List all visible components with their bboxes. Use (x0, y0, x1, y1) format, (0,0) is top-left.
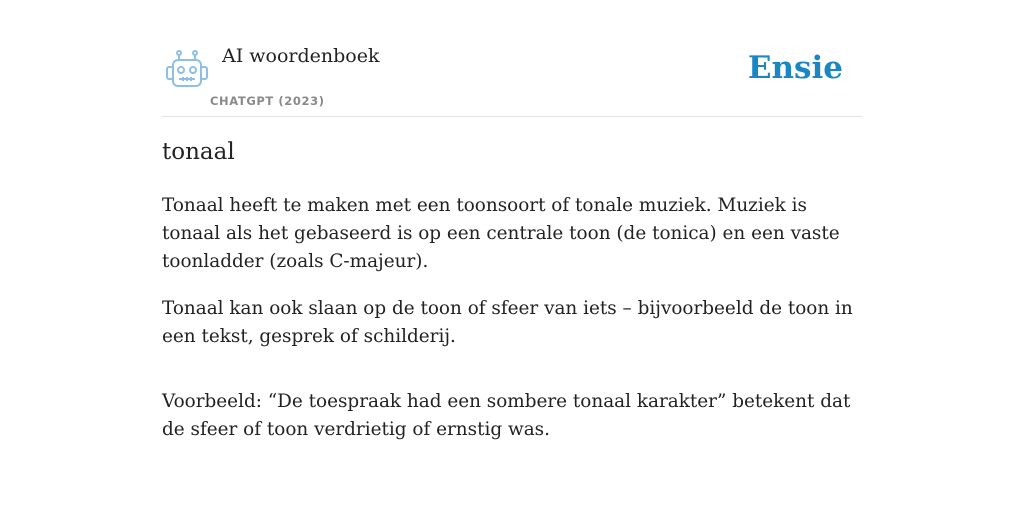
entry-term: tonaal (162, 139, 235, 165)
source-title[interactable]: AI woordenboek (222, 45, 380, 67)
example-paragraph: Voorbeeld: “De toespraak had een sombere tonaal karakter” betekent dat de sfeer of toon verdrietig of ernstig was. (162, 391, 851, 440)
source-header (162, 0, 862, 117)
robot-icon (166, 50, 208, 90)
brand-logo-link[interactable]: Ensie (747, 50, 843, 86)
definition-paragraph: Tonaal kan ook slaan op de toon of sfeer van iets – bijvoorbeeld de toon in een tekst, gesprek of schilderij. (162, 298, 853, 347)
source-subtitle: CHATGPT (2023) (210, 94, 325, 108)
entry-definition (162, 192, 862, 463)
definition-paragraph: Tonaal heeft te maken met een toonsoort of tonale muziek. Muziek is tonaal als het gebaseerd is op een centrale toon (de tonica) en een vaste toonladder (zoals C-majeur). (162, 195, 840, 272)
